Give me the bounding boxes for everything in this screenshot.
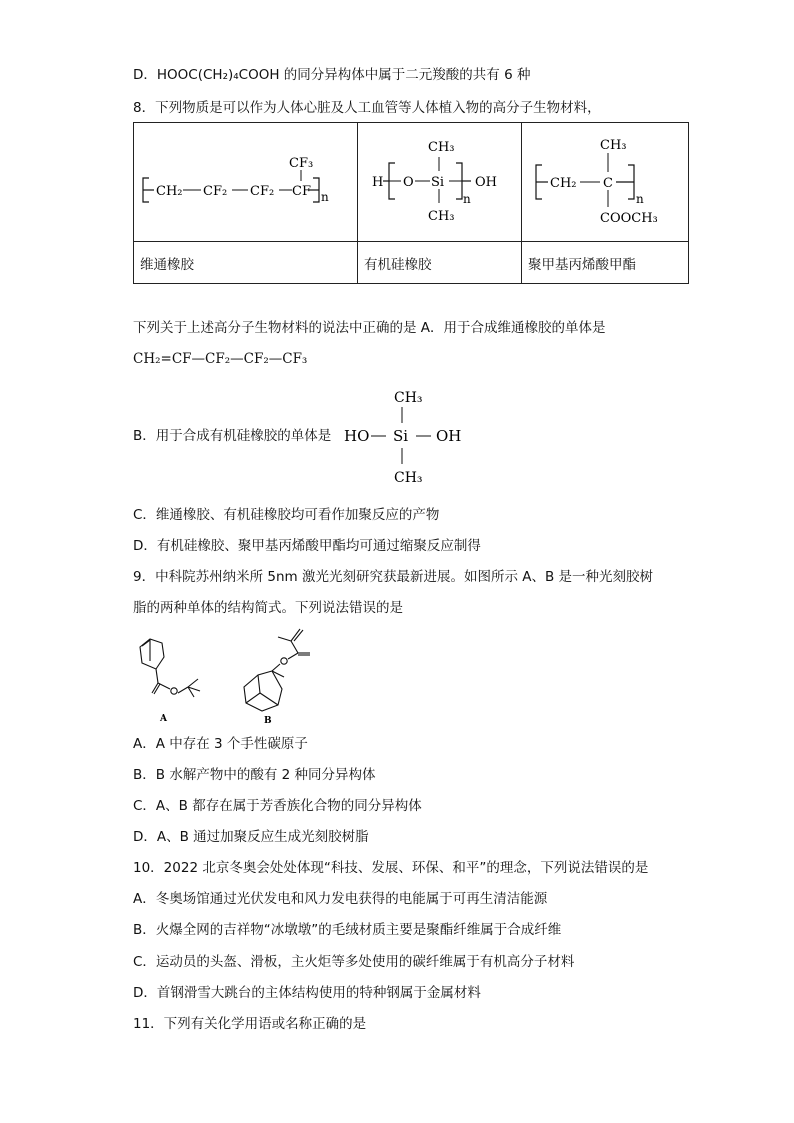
pmma-ch3: CH₃: [600, 138, 627, 153]
viton-ch2: CH₂: [156, 184, 183, 199]
q9-stem-line2: 脂的两种单体的结构简式。下列说法错误的是: [133, 600, 403, 616]
silicone-n: n: [463, 192, 471, 206]
q9-option-d: D．A、B 通过加聚反应生成光刻胶树脂: [133, 829, 369, 845]
q9-option-b: B．B 水解产物中的酸有 2 种同分异构体: [133, 767, 376, 783]
q10-option-a: A．冬奥场馆通过光伏发电和风力发电获得的电能属于可再生清洁能源: [133, 891, 548, 907]
silicone-ch3-top: CH₃: [428, 140, 455, 155]
name-silicone: 有机硅橡胶: [358, 242, 522, 284]
q11-stem: 11．下列有关化学用语或名称正确的是: [133, 1016, 367, 1032]
pmma-cooch3: COOCH₃: [600, 211, 658, 226]
q9-option-a: A．A 中存在 3 个手性碳原子: [133, 736, 308, 752]
silicone-structure: [358, 123, 521, 237]
q8-ask-option-a: 下列关于上述高分子生物材料的说法中正确的是 A．用于合成维通橡胶的单体是: [133, 320, 606, 336]
silanediol-ch3-top: CH₃: [394, 390, 423, 406]
pmma-c: C: [603, 176, 613, 191]
pmma-n: n: [636, 192, 644, 206]
silicone-structure-cell: [358, 123, 522, 242]
silanediol-si: Si: [393, 427, 409, 445]
name-viton: 维通橡胶: [134, 242, 358, 284]
q10-option-c: C．运动员的头盔、滑板，主火炬等多处使用的碳纤维属于有机高分子材料: [133, 954, 575, 970]
q7-option-d: D．HOOC(CH₂)₄COOH 的同分异构体中属于二元羧酸的共有 6 种: [133, 67, 531, 83]
pmma-ch2: CH₂: [550, 176, 577, 191]
q8-option-c: C．维通橡胶、有机硅橡胶均可看作加聚反应的产物: [133, 507, 440, 523]
silicone-ch3-bottom: CH₃: [428, 209, 455, 224]
viton-n: n: [321, 190, 329, 204]
monomer-b-skeleton: [244, 629, 310, 711]
q8-option-a-monomer: CH₂=CF—CF₂—CF₂—CF₃: [133, 351, 308, 367]
monomer-a-skeleton: [140, 639, 200, 697]
q10-option-d: D．首钢滑雪大跳台的主体结构使用的特种钢属于金属材料: [133, 985, 481, 1001]
monomer-a-label: A: [160, 714, 167, 724]
monomer-figure: [128, 625, 328, 725]
silanediol-ho: HO: [344, 427, 370, 445]
q8-option-d: D．有机硅橡胶、聚甲基丙烯酸甲酯均可通过缩聚反应制得: [133, 538, 481, 554]
q9-stem-line1: 9．中科院苏州纳米所 5nm 激光光刻研究获最新进展。如图所示 A、B 是一种光刻胶树: [133, 569, 654, 585]
pmma-structure-cell: [522, 123, 689, 242]
viton-cf3: CF₃: [289, 156, 314, 171]
silanediol-oh: OH: [436, 427, 462, 445]
monomer-b-label: B: [264, 716, 272, 725]
silicone-o: O: [403, 175, 414, 190]
q8-stem: 8．下列物质是可以作为人体心脏及人工血管等人体植入物的高分子生物材料，: [133, 100, 601, 116]
viton-structure: [134, 123, 357, 237]
silanediol-ch3-bottom: CH₃: [394, 470, 423, 486]
silicone-h: H: [372, 175, 384, 190]
q10-option-b: B．火爆全网的吉祥物“冰墩墩”的毛绒材质主要是聚酯纤维属于合成纤维: [133, 922, 562, 938]
q8-option-b: B．用于合成有机硅橡胶的单体是: [133, 428, 332, 444]
q9-option-c: C．A、B 都存在属于芳香族化合物的同分异构体: [133, 798, 422, 814]
silanediol-structure: [338, 385, 478, 490]
viton-cf: CF: [292, 184, 311, 199]
polymer-table: [133, 122, 689, 284]
name-pmma: 聚甲基丙烯酸甲酯: [522, 242, 689, 284]
viton-cf2-a: CF₂: [203, 184, 228, 199]
viton-structure-cell: [134, 123, 358, 242]
viton-cf2-b: CF₂: [250, 184, 275, 199]
silicone-oh: OH: [475, 175, 497, 190]
q10-stem: 10．2022 北京冬奥会处处体现“科技、发展、环保、和平”的理念，下列说法错误的是: [133, 860, 649, 876]
pmma-structure: [522, 123, 688, 237]
silicone-si: Si: [431, 175, 445, 190]
